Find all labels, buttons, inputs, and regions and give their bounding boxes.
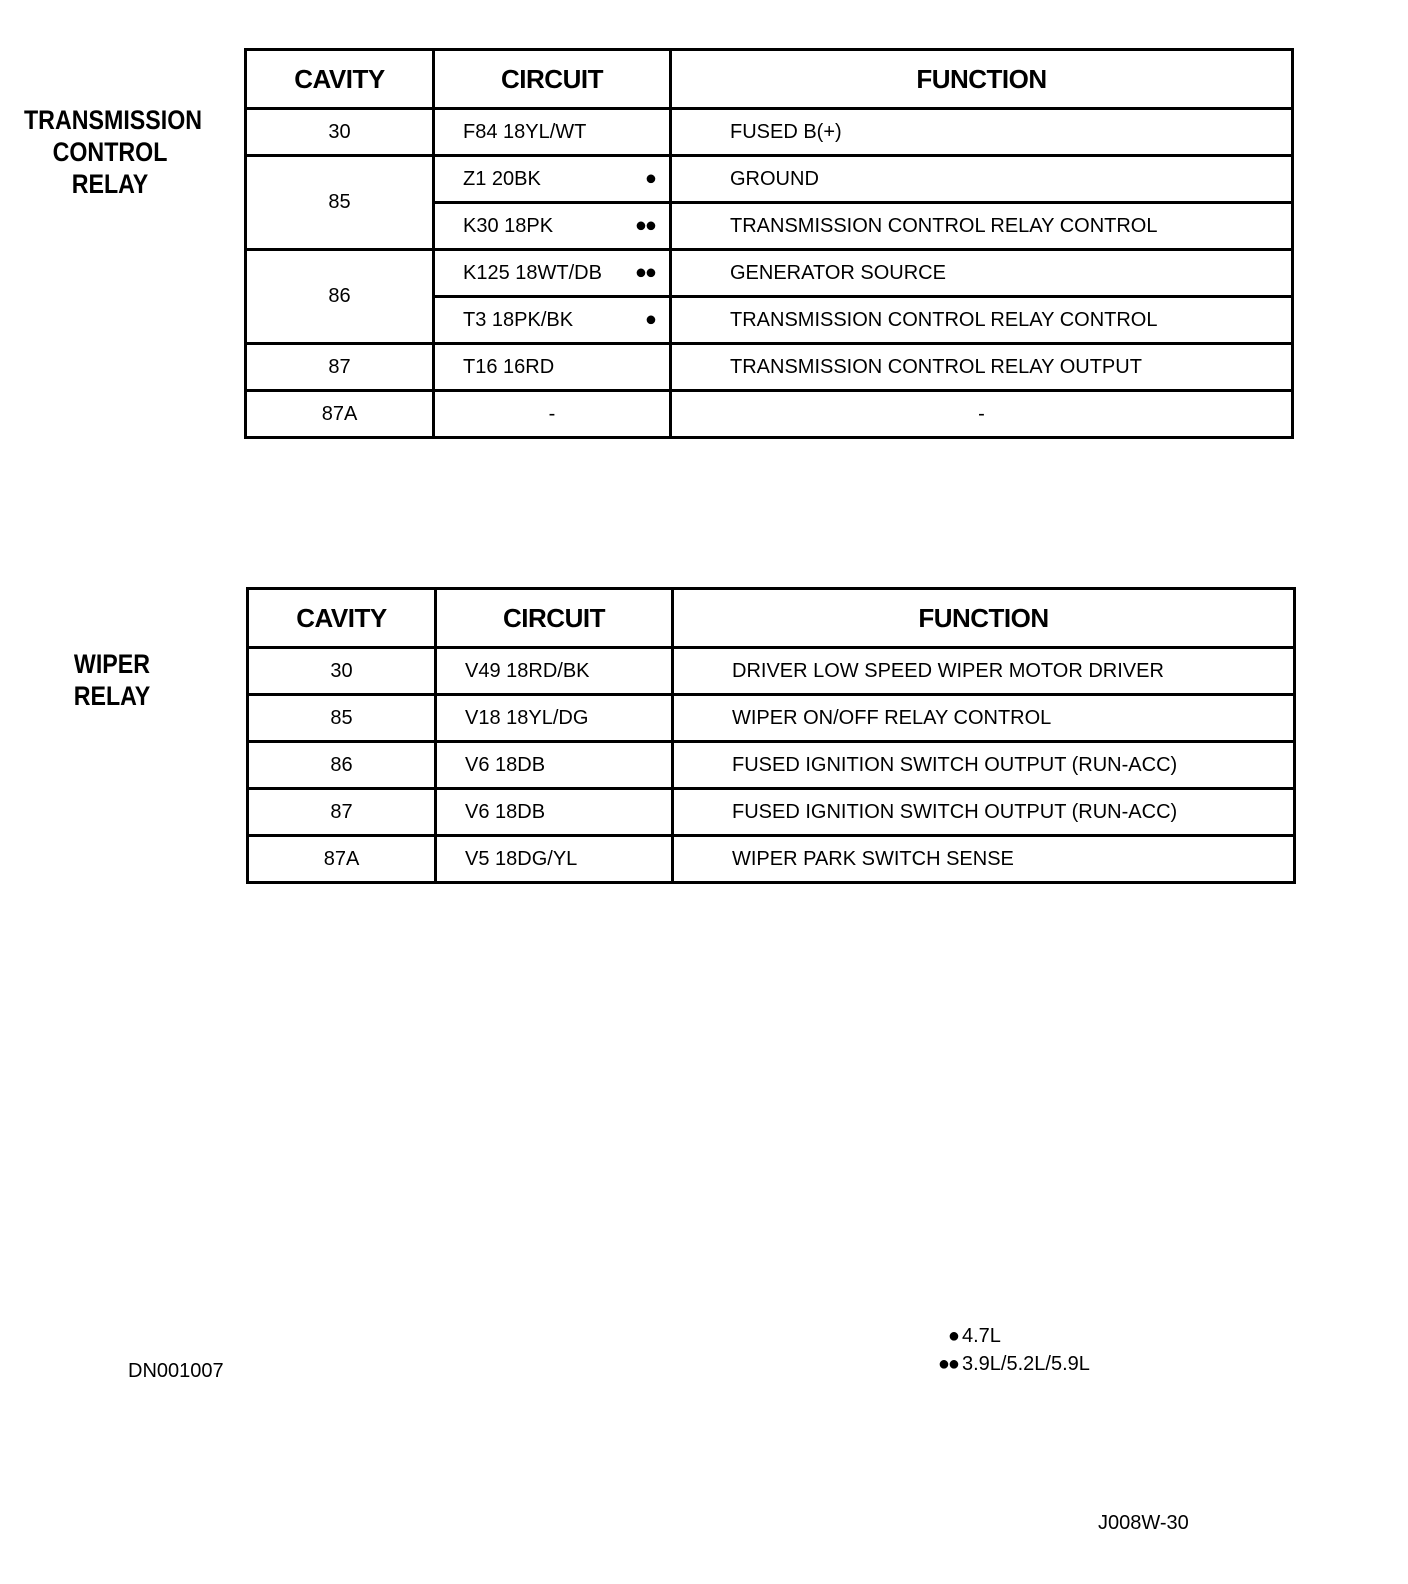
tcr-label-line: RELAY (71, 169, 149, 199)
engine-dot-icon: ●● (634, 261, 655, 284)
legend-text: 4.7L (962, 1325, 1001, 1347)
circuit-header: CIRCUIT (436, 589, 673, 648)
function-cell: TRANSMISSION CONTROL RELAY OUTPUT (671, 344, 1293, 391)
circuit-cell: V18 18YL/DG (436, 695, 673, 742)
legend-text: 3.9L/5.2L/5.9L (962, 1353, 1090, 1375)
document-id: DN001007 (128, 1360, 224, 1382)
table-row (246, 391, 1293, 438)
tcr-label-line: CONTROL (52, 137, 168, 167)
circuit-cell: V5 18DG/YL (436, 836, 673, 883)
circuit-cell: - (434, 391, 671, 438)
wiper-section-label (26, 648, 198, 712)
circuit-cell (434, 109, 671, 156)
cavity-header: CAVITY (248, 589, 436, 648)
circuit-code: K125 18WT/DB (463, 261, 602, 284)
table-row (246, 250, 1293, 297)
circuit-cell (434, 203, 671, 250)
circuit-cell (434, 344, 671, 391)
cavity-cell: 86 (248, 742, 436, 789)
legend-item (932, 1322, 1090, 1350)
circuit-code: K30 18PK (463, 214, 554, 237)
cavity-cell: 87 (248, 789, 436, 836)
function-header: FUNCTION (671, 50, 1293, 109)
wiper-label-line: WIPER (73, 649, 151, 679)
tcr-label-line: TRANSMISSION (24, 105, 203, 135)
circuit-code: T3 18PK/BK (463, 308, 574, 331)
cavity-cell: 87A (246, 391, 434, 438)
table-row (246, 109, 1293, 156)
table-row (248, 695, 1295, 742)
circuit-cell: V6 18DB (436, 789, 673, 836)
cavity-cell: 85 (246, 156, 434, 250)
cavity-header: CAVITY (246, 50, 434, 109)
function-cell: FUSED IGNITION SWITCH OUTPUT (RUN-ACC) (673, 789, 1295, 836)
cavity-cell: 85 (248, 695, 436, 742)
tcr-section-label (24, 104, 203, 200)
engine-dot-icon: ●● (634, 214, 655, 237)
circuit-code: F84 18YL/WT (463, 120, 587, 143)
cavity-cell: 87 (246, 344, 434, 391)
circuit-cell (434, 297, 671, 344)
circuit-cell (434, 250, 671, 297)
table-row (246, 344, 1293, 391)
cavity-cell: 30 (246, 109, 434, 156)
cavity-cell: 86 (246, 250, 434, 344)
table-row (248, 648, 1295, 695)
table-row (246, 156, 1293, 203)
table-row (248, 836, 1295, 883)
function-cell: WIPER ON/OFF RELAY CONTROL (673, 695, 1295, 742)
double-dot-icon: ●● (937, 1353, 958, 1375)
legend-item (932, 1350, 1090, 1378)
function-cell: TRANSMISSION CONTROL RELAY CONTROL (671, 203, 1293, 250)
wiper-table (246, 587, 1296, 884)
figure-id: J008W-30 (1098, 1512, 1189, 1534)
circuit-cell: V49 18RD/BK (436, 648, 673, 695)
tcr-table (244, 48, 1294, 439)
function-cell: TRANSMISSION CONTROL RELAY CONTROL (671, 297, 1293, 344)
cavity-cell: 87A (248, 836, 436, 883)
function-header: FUNCTION (673, 589, 1295, 648)
wiper-label-line: RELAY (73, 681, 151, 711)
engine-dot-icon: ● (644, 308, 655, 331)
function-cell: WIPER PARK SWITCH SENSE (673, 836, 1295, 883)
circuit-cell (434, 156, 671, 203)
engine-dot-icon: ● (644, 167, 655, 190)
circuit-cell: V6 18DB (436, 742, 673, 789)
table-row (248, 742, 1295, 789)
function-cell: - (671, 391, 1293, 438)
cavity-cell: 30 (248, 648, 436, 695)
function-cell: FUSED IGNITION SWITCH OUTPUT (RUN-ACC) (673, 742, 1295, 789)
function-cell: GROUND (671, 156, 1293, 203)
table-header-row (248, 589, 1295, 648)
table-row (248, 789, 1295, 836)
single-dot-icon: ● (947, 1325, 958, 1347)
table-header-row (246, 50, 1293, 109)
function-cell: FUSED B(+) (671, 109, 1293, 156)
function-cell: GENERATOR SOURCE (671, 250, 1293, 297)
engine-legend (932, 1322, 1090, 1378)
circuit-header: CIRCUIT (434, 50, 671, 109)
circuit-code: T16 16RD (463, 355, 555, 378)
function-cell: DRIVER LOW SPEED WIPER MOTOR DRIVER (673, 648, 1295, 695)
circuit-code: Z1 20BK (463, 167, 541, 190)
